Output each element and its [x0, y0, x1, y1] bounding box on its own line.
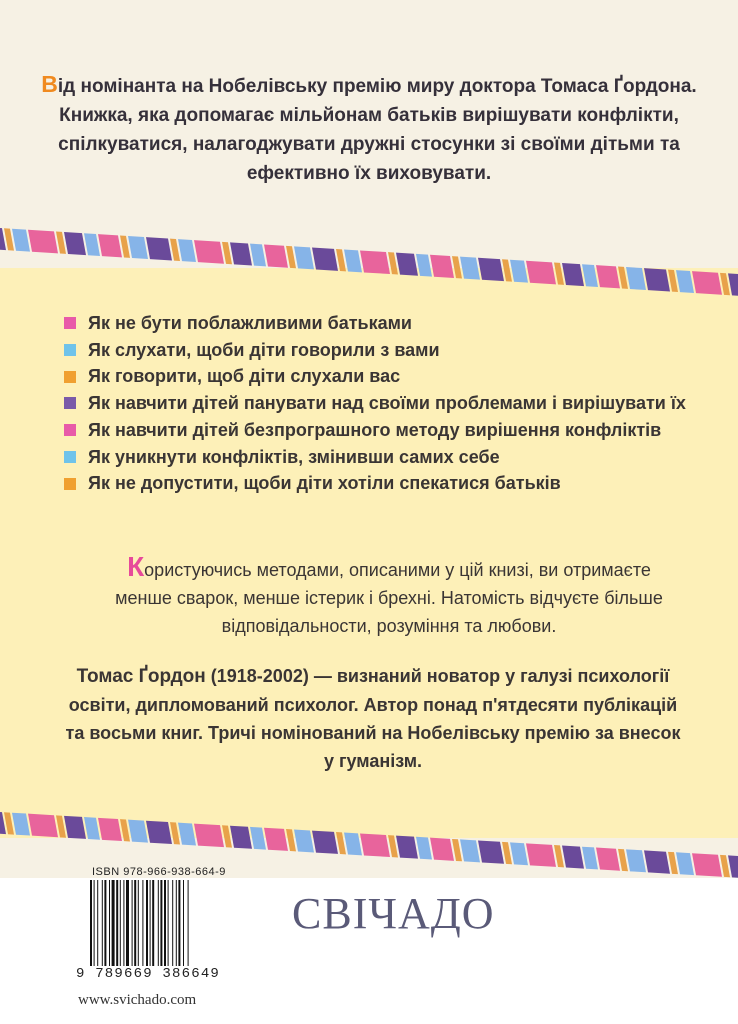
- stripe-segment: [222, 242, 232, 264]
- outro-dropcap: К: [127, 551, 145, 582]
- barcode-bar: [150, 880, 151, 966]
- stripe-segment: [692, 853, 722, 877]
- stripe-segment: [336, 832, 346, 854]
- stripe-segment: [478, 840, 504, 863]
- stripe-segment: [596, 848, 620, 871]
- stripe-segment: [120, 819, 130, 841]
- barcode-bar: [172, 880, 173, 966]
- stripe-segment: [64, 816, 86, 839]
- stripe-segment: [178, 823, 196, 846]
- stripe-segment: [84, 817, 100, 840]
- stripe-segment: [554, 845, 564, 867]
- barcode-icon: [88, 880, 238, 966]
- barcode-bar: [90, 880, 92, 966]
- stripe-segment: [194, 824, 224, 848]
- stripe-segment: [668, 852, 678, 874]
- stripe-segment: [388, 835, 398, 857]
- stripe-segment: [250, 244, 266, 267]
- stripe-segment: [526, 843, 556, 867]
- stripe-segment: [562, 846, 584, 869]
- website-link[interactable]: www.svichado.com: [78, 992, 197, 1008]
- stripe-segment: [720, 855, 730, 877]
- barcode-bar: [116, 880, 118, 966]
- square-bullet-icon: [64, 424, 76, 436]
- stripe-segment: [510, 842, 528, 865]
- stripe-segment: [720, 273, 730, 295]
- barcode-bar: [126, 880, 129, 966]
- feature-item: [64, 363, 704, 390]
- barcode-bar: [120, 880, 121, 966]
- stripe-segment: [250, 827, 266, 850]
- isbn-label: ISBN 978-966-938-664-9: [92, 866, 226, 878]
- feature-item: [64, 337, 704, 364]
- stripe-segment: [178, 239, 196, 262]
- stripe-segment: [460, 257, 480, 280]
- stripe-segment: [668, 270, 678, 292]
- stripe-segment: [554, 263, 564, 285]
- barcode-bar: [188, 880, 189, 966]
- square-bullet-icon: [64, 397, 76, 409]
- stripe-segment: [336, 249, 346, 271]
- barcode-bar: [152, 880, 154, 966]
- feature-item: [64, 470, 704, 497]
- stripe-segment: [56, 231, 66, 253]
- stripe-segment: [396, 253, 418, 276]
- stripe-segment: [360, 833, 390, 857]
- stripe-segment: [618, 267, 628, 289]
- barcode-bar: [146, 880, 148, 966]
- barcode-bar: [104, 880, 106, 966]
- stripe-segment: [452, 256, 462, 278]
- stripe-segment: [596, 265, 620, 288]
- barcode-bar: [138, 880, 139, 966]
- feature-list: [64, 310, 704, 497]
- stripe-segment: [510, 260, 528, 283]
- barcode-bar: [109, 880, 110, 966]
- stripe-segment: [582, 264, 598, 287]
- square-bullet-icon: [64, 317, 76, 329]
- stripe-segment: [194, 240, 224, 264]
- stripe-segment: [388, 252, 398, 274]
- feature-label: Як навчити дітей панувати над своїми проблемами і вирішувати їх: [88, 393, 686, 414]
- stripe-segment: [294, 830, 314, 853]
- feature-label: Як не допустити, щоби діти хотіли спекатися батьків: [88, 473, 561, 494]
- barcode-bar: [97, 880, 98, 966]
- barcode-number: 9 789669 386649: [76, 966, 221, 982]
- stripe-segment: [222, 825, 232, 847]
- barcode-bar: [183, 880, 184, 966]
- stripe-segment: [264, 244, 288, 267]
- stripe-segment: [128, 236, 148, 259]
- author-bio: [60, 662, 686, 775]
- square-bullet-icon: [64, 478, 76, 490]
- stripe-segment: [452, 839, 462, 861]
- barcode-bar: [132, 880, 133, 966]
- stripe-segment: [146, 821, 172, 844]
- stripe-segment: [230, 826, 252, 849]
- stripe-segment: [430, 255, 454, 278]
- barcode-bar: [134, 880, 136, 966]
- square-bullet-icon: [64, 451, 76, 463]
- author-name: Томас Ґордон: [76, 666, 206, 687]
- square-bullet-icon: [64, 371, 76, 383]
- stripe-segment: [644, 268, 670, 291]
- decorative-stripe-top: [0, 228, 738, 296]
- stripe-segment: [416, 254, 432, 277]
- stripe-segment: [618, 849, 628, 871]
- outro-paragraph: [100, 553, 678, 640]
- stripe-segment: [294, 246, 314, 269]
- stripe-segment: [12, 229, 30, 252]
- barcode-bar: [176, 880, 177, 966]
- stripe-segment: [416, 837, 432, 860]
- barcode-bar: [102, 880, 103, 966]
- feature-label: Як слухати, щоби діти говорили з вами: [88, 339, 440, 360]
- stripe-segment: [146, 237, 172, 260]
- feature-label: Як уникнути конфліктів, змінивши самих себе: [88, 446, 500, 467]
- stripe-segment: [692, 271, 722, 295]
- author-dates: (1918-2002): [205, 666, 309, 686]
- stripe-segment: [644, 850, 670, 873]
- stripe-segment: [4, 228, 14, 250]
- barcode-bar: [178, 880, 180, 966]
- feature-item: [64, 444, 704, 471]
- barcode-bar: [158, 880, 159, 966]
- barcode-bar: [94, 880, 95, 966]
- stripe-segment: [562, 263, 584, 286]
- stripe-segment: [120, 235, 130, 257]
- intro-text: ід номінанта на Нобелівську премію миру доктора Томаса Ґордона. Книжка, яка допомагає мільйонам батьків вирішувати конфлікти, спілкуватися, налагоджувати дружні стосунки зі своїми дітьми та ефективно їх виховувати.: [57, 76, 697, 184]
- intro-paragraph: [40, 70, 698, 188]
- stripe-segment: [28, 230, 58, 254]
- stripe-segment: [344, 249, 362, 272]
- stripe-segment: [344, 833, 362, 856]
- stripe-segment: [286, 829, 296, 851]
- feature-item: [64, 310, 704, 337]
- feature-label: Як не бути поблажливими батьками: [88, 313, 412, 333]
- stripe-segment: [396, 836, 418, 859]
- stripe-segment: [582, 847, 598, 870]
- stripe-segment: [84, 233, 100, 256]
- stripe-segment: [626, 267, 646, 290]
- feature-item: [64, 417, 704, 444]
- author-bio-text: — визнаний новатор у галузі психології освіти, дипломований психолог. Автор понад п'ятдесяти публікацій та восьми книг. Тричі номінований на Нобелівську премію за внесок у гуманізм.: [65, 666, 681, 771]
- stripe-segment: [460, 839, 480, 862]
- stripe-segment: [626, 849, 646, 872]
- stripe-segment: [98, 818, 122, 841]
- barcode-bar: [160, 880, 162, 966]
- feature-label: Як навчити дітей безпрограшного методу вирішення конфліктів: [88, 419, 662, 440]
- feature-label: Як говорити, щоб діти слухали вас: [88, 366, 401, 387]
- stripe-segment: [170, 822, 180, 844]
- feature-item: [64, 390, 704, 417]
- stripe-segment: [64, 232, 86, 255]
- stripe-segment: [128, 820, 148, 843]
- stripe-segment: [360, 250, 390, 274]
- stripe-segment: [526, 261, 556, 285]
- stripe-segment: [230, 242, 252, 265]
- square-bullet-icon: [64, 344, 76, 356]
- stripe-segment: [502, 259, 512, 281]
- stripe-segment: [478, 258, 504, 281]
- stripe-segment: [264, 828, 288, 851]
- barcode-bar: [164, 880, 166, 966]
- stripe-segment: [312, 247, 338, 270]
- barcode-bar: [142, 880, 143, 966]
- stripe-segment: [12, 813, 30, 836]
- barcode-bar: [168, 880, 169, 966]
- stripe-segment: [430, 838, 454, 861]
- stripe-segment: [98, 234, 122, 257]
- stripe-segment: [286, 246, 296, 268]
- stripe-segment: [28, 814, 58, 838]
- stripe-segment: [56, 815, 66, 837]
- stripe-segment: [676, 270, 694, 293]
- outro-text: ористуючись методами, описаними у цій книзі, ви отримаєте менше сварок, менше істерик і брехні. Натомість відчуєте більше відповідальности, розуміння та любови.: [115, 560, 663, 636]
- stripe-segment: [170, 239, 180, 261]
- intro-dropcap: В: [41, 71, 58, 97]
- barcode-bar: [112, 880, 115, 966]
- stripe-segment: [676, 852, 694, 875]
- stripe-segment: [312, 831, 338, 854]
- stripe-segment: [4, 812, 14, 834]
- barcode-bar: [123, 880, 124, 966]
- publisher-logo: СВІЧАДО: [292, 889, 495, 938]
- stripe-segment: [502, 842, 512, 864]
